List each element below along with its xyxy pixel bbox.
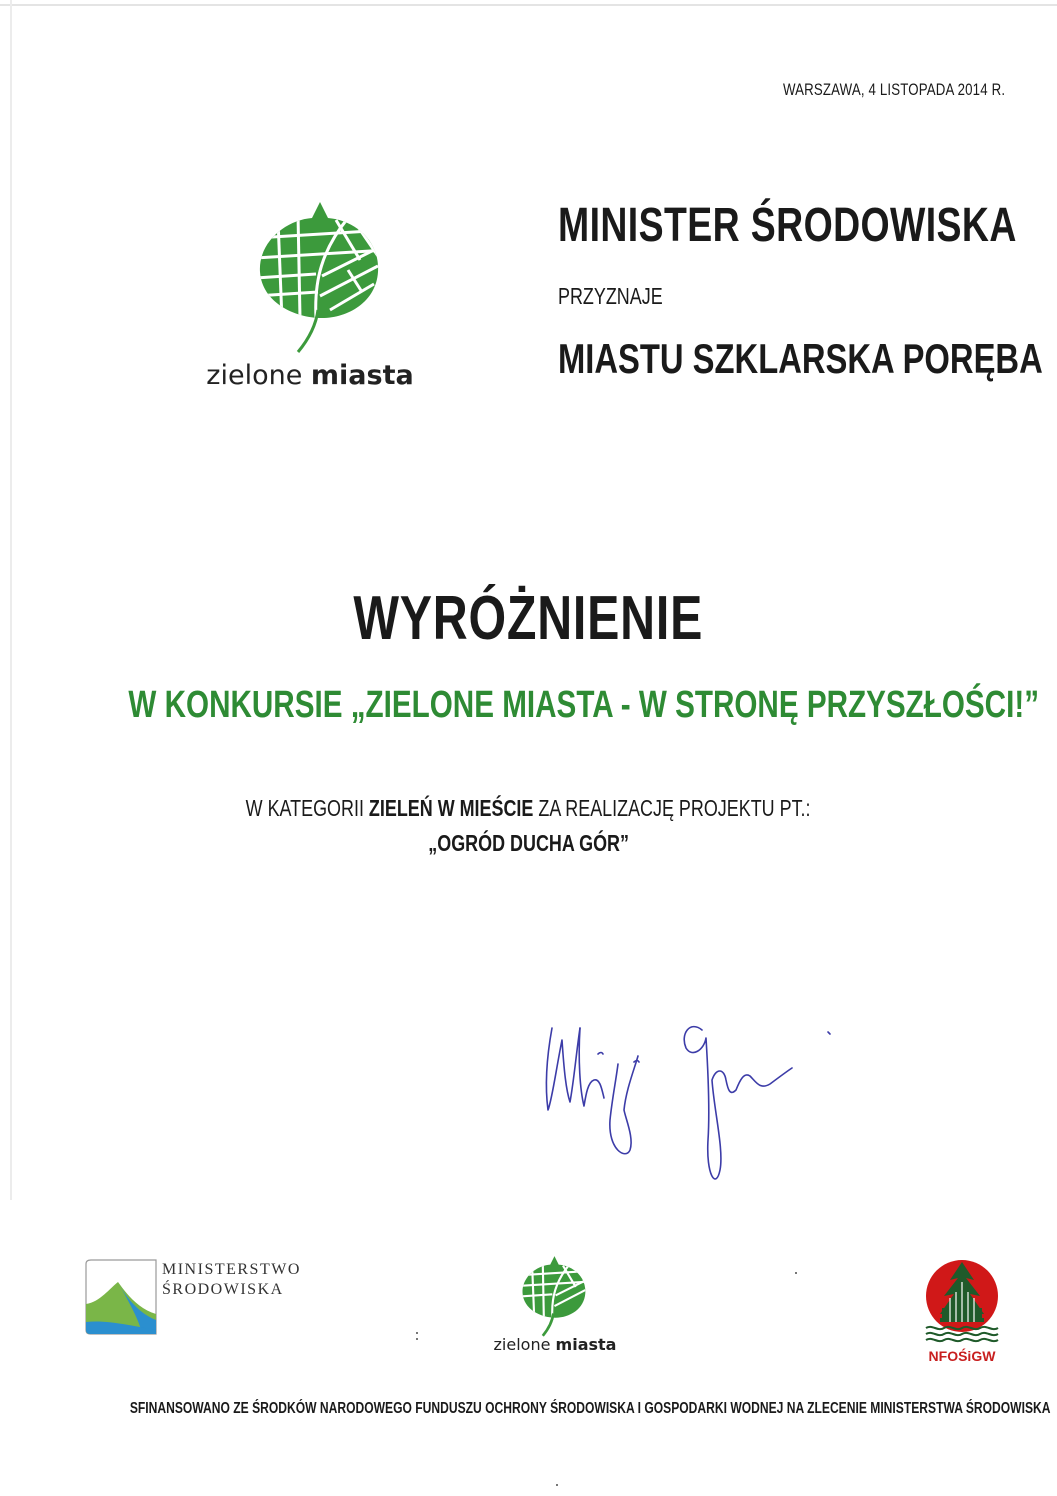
signature	[530, 1010, 850, 1200]
date-line: WARSZAWA, 4 LISTOPADA 2014 R.	[783, 80, 1006, 99]
grants-verb: PRZYZNAJE	[558, 283, 663, 309]
leaf-icon-small	[520, 1255, 590, 1339]
issuer-title: MINISTER ŚRODOWISKA	[558, 199, 1017, 252]
award-title: WYRÓŻNIENIE	[353, 584, 704, 653]
scan-edge-top	[0, 4, 1057, 6]
project-title: „OGRÓD DUCHA GÓR”	[428, 830, 629, 856]
category-name: ZIELEŃ W MIEŚCIE	[369, 795, 534, 821]
zielone-miasta-caption: zielone miasta	[206, 360, 414, 391]
nfosigw-label: NFOŚiGW	[928, 1348, 996, 1364]
nfosigw-emblem-icon	[920, 1258, 1004, 1346]
contest-line: W KONKURSIE „ZIELONE MIASTA - W STRONĘ PRZYSZŁOŚCI!”	[128, 684, 1040, 726]
scan-speck	[416, 1338, 418, 1340]
scan-speck	[556, 1484, 558, 1486]
zielone-miasta-logo-small	[490, 1255, 620, 1365]
category-line	[0, 795, 1057, 822]
leaf-icon	[256, 200, 386, 358]
category-suffix: ZA REALIZACJĘ PROJEKTU PT.:	[538, 795, 811, 821]
zielone-miasta-logo	[198, 200, 422, 400]
ministerstwo-srodowiska-logo	[84, 1258, 324, 1340]
ministerstwo-text: MINISTERSTWO ŚRODOWISKA	[162, 1261, 301, 1298]
zielone-miasta-caption-small: zielone miasta	[493, 1335, 617, 1354]
nfosigw-logo	[920, 1258, 1004, 1368]
ministerstwo-emblem-icon	[84, 1258, 160, 1336]
funding-footer: SFINANSOWANO ZE ŚRODKÓW NARODOWEGO FUNDUSZU OCHRONY ŚRODOWISKA I GOSPODARKI WODNEJ NA ZLECENIE MINISTERSTWA ŚRODOWISKA	[129, 1400, 1051, 1417]
scan-speck	[795, 1272, 797, 1274]
scan-speck	[416, 1332, 418, 1334]
category-prefix: W KATEGORII	[246, 795, 365, 821]
recipient-name: MIASTU SZKLARSKA PORĘBA	[558, 335, 1043, 382]
